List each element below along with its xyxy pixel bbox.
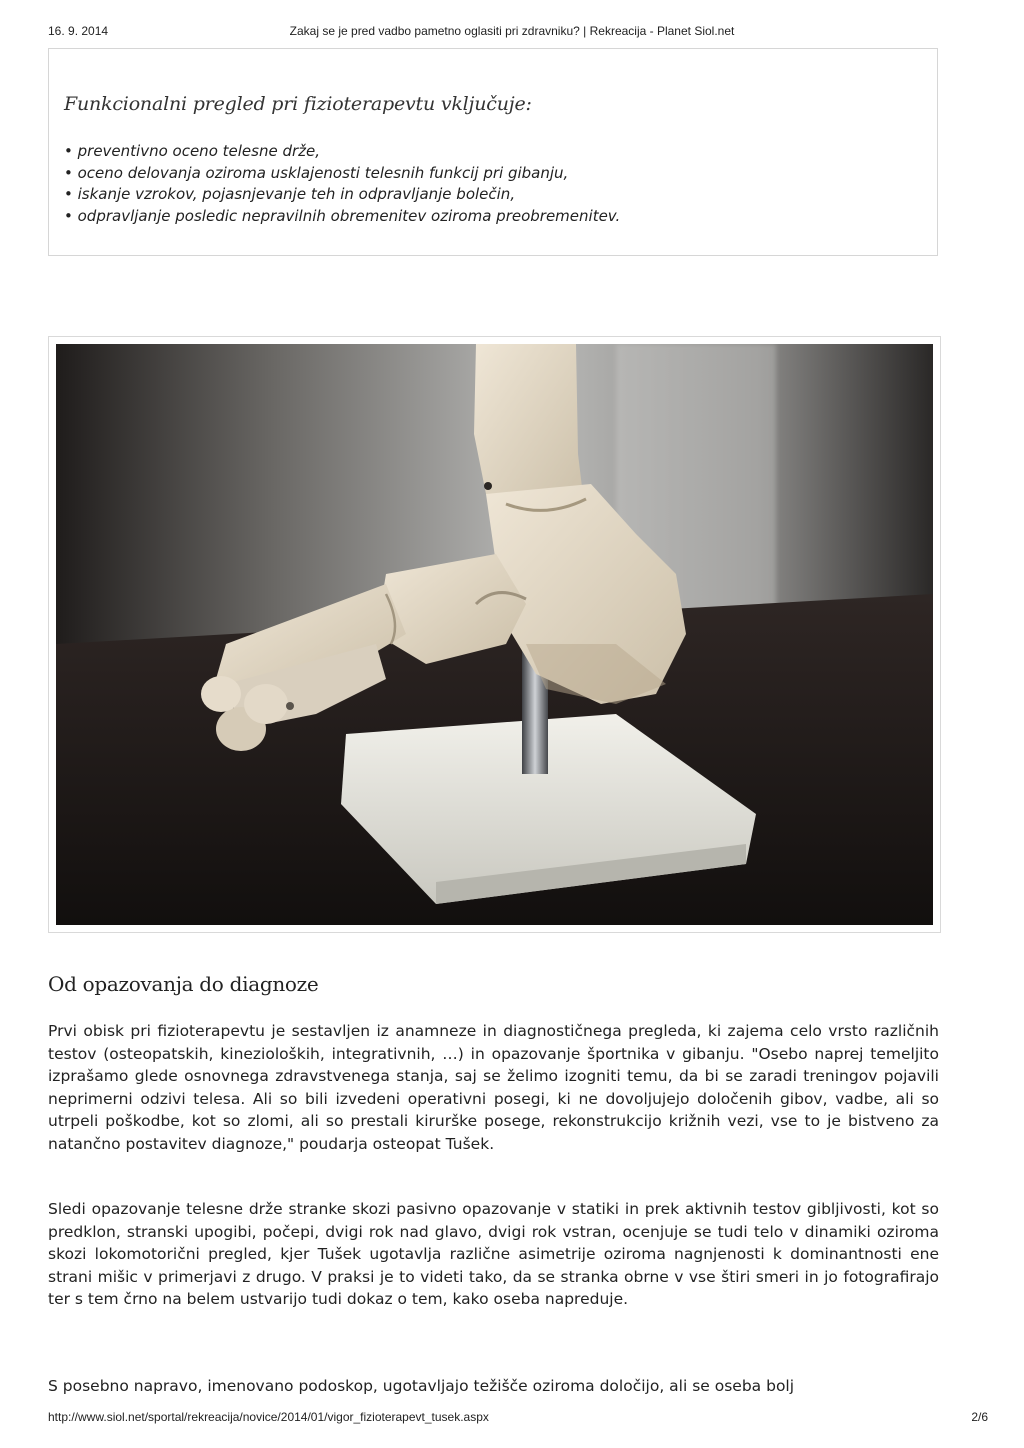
info-box-title: Funkcionalni pregled pri fizioterapevtu vključuje: <box>64 93 532 115</box>
article-photo-frame <box>48 336 941 933</box>
article-paragraph: Sledi opazovanje telesne drže stranke skozi pasivno opazovanje v statiki in prek aktivnih testov gibljivosti, kot so predklon, stranski upogibi, počepi, dvigi rok nad glavo, dvigi rok vstran, ocenjuje se tudi telo v dinamiki oziroma skozi lokomotorični pregled, kjer Tušek ugotavlja različne asimetrije oziroma nagnjenosti k dominantnosti ene strani mišic v primerjavi z drugo. V praksi je to videti tako, da se stranka obrne v vse štiri smeri in jo fotografirajo ter s tem črno na belem ustvarijo tudi dokaz o tem, kako oseba napreduje. <box>48 1200 939 1309</box>
list-item: • oceno delovanja oziroma usklajenosti telesnih funkcij pri gibanju, <box>64 163 620 185</box>
print-header <box>0 24 1024 40</box>
list-item: • odpravljanje posledic nepravilnih obremenitev oziroma preobremenitev. <box>64 206 620 228</box>
page-number: 2/6 <box>971 1410 988 1424</box>
print-page-title: Zakaj se je pred vadbo pametno oglasiti pri zdravniku? | Rekreacija - Planet Siol.net <box>289 24 735 38</box>
list-item: • preventivno oceno telesne drže, <box>64 141 620 163</box>
print-date: 16. 9. 2014 <box>48 24 109 38</box>
section-heading: Od opazovanja do diagnoze <box>48 972 319 996</box>
foot-skeleton-photo <box>56 344 933 925</box>
foot-skeleton-illustration <box>56 344 933 925</box>
article-paragraph: S posebno napravo, imenovano podoskop, ugotavljajo težišče oziroma določijo, ali se oseba bolj <box>48 1377 795 1395</box>
print-url: http://www.siol.net/sportal/rekreacija/novice/2014/01/vigor_fizioterapevt_tusek.aspx <box>48 1410 489 1424</box>
info-box <box>48 48 938 256</box>
info-box-list <box>64 141 620 227</box>
list-item: • iskanje vzrokov, pojasnjevanje teh in odpravljanje bolečin, <box>64 184 620 206</box>
article-paragraph: Prvi obisk pri fizioterapevtu je sestavljen iz anamneze in diagnostičnega pregleda, ki zajema celo vrsto različnih testov (osteopatskih, kinezioloških, integrativnih, …) in opazovanje športnika v gibanju. "Osebo naprej temeljito izprašamo glede osnovnega zdravstvenega stanja, saj se želimo izogniti temu, da bi se zaradi treningov pojavili neprimerni odzivi telesa. Ali so bili izvedeni operativni posegi, ki ne dovoljujejo določenih gibov, vadbe, ali so utrpeli poškodbe, kot so zlomi, ali so prestali kirurške posege, rekonstrukcijo križnih vezi, vse to je bistveno za natančno postavitev diagnoze," poudarja osteopat Tušek. <box>48 1022 939 1153</box>
print-footer <box>0 1410 1024 1426</box>
